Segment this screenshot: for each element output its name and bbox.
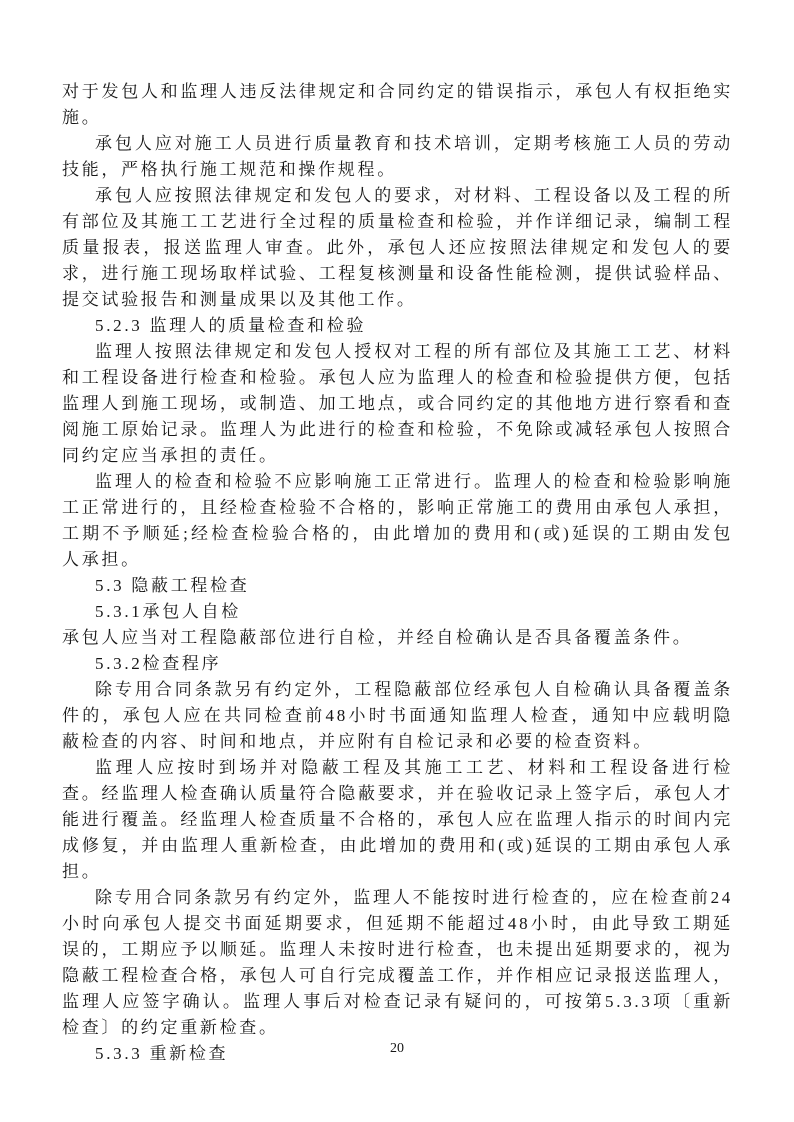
section-heading: 5.3 隐蔽工程检查 bbox=[95, 576, 250, 595]
page-number: 20 bbox=[390, 1041, 404, 1056]
section-heading: 5.3.1承包人自检 bbox=[95, 602, 241, 621]
body-paragraph: 承包人应按照法律规定和发包人的要求，对材料、工程设备以及工程的所有部位及其施工工艺进行全过程的质量检查和检验，并作详细记录，编制工程质量报表，报送监理人审查。此外，承包人还应按照法律规定和发包人的要求，进行施工现场取样试验、工程复核测量和设备性能检测，提供试验样品、提交试验报告和测量成果以及其他工作。 bbox=[62, 186, 733, 309]
document-body bbox=[62, 79, 733, 1067]
body-paragraph: 承包人应对施工人员进行质量教育和技术培训，定期考核施工人员的劳动技能，严格执行施工规范和操作规程。 bbox=[62, 134, 733, 179]
body-paragraph: 监理人的检查和检验不应影响施工正常进行。监理人的检查和检验影响施工正常进行的，且经检查检验不合格的，影响正常施工的费用由承包人承担，工期不予顺延;经检查检验合格的，由此增加的费用和(或)延误的工期由发包人承担。 bbox=[62, 472, 733, 569]
section-heading: 5.3.3 重新检查 bbox=[95, 1044, 229, 1063]
section-heading: 5.2.3 监理人的质量检查和检验 bbox=[95, 316, 367, 335]
body-paragraph: 监理人按照法律规定和发包人授权对工程的所有部位及其施工工艺、材料和工程设备进行检查和检验。承包人应为监理人的检查和检验提供方便，包括监理人到施工现场，或制造、加工地点，或合同约定的其他地方进行察看和查阅施工原始记录。监理人为此进行的检查和检验，不免除或减轻承包人按照合同约定应当承担的责任。 bbox=[62, 342, 733, 465]
body-paragraph: 对于发包人和监理人违反法律规定和合同约定的错误指示，承包人有权拒绝实施。 bbox=[62, 82, 733, 127]
body-paragraph: 监理人应按时到场并对隐蔽工程及其施工工艺、材料和工程设备进行检查。经监理人检查确认质量符合隐蔽要求，并在验收记录上签字后，承包人才能进行覆盖。经监理人检查质量不合格的，承包人应在监理人指示的时间内完成修复，并由监理人重新检查，由此增加的费用和(或)延误的工期由承包人承担。 bbox=[62, 758, 733, 881]
body-paragraph: 除专用合同条款另有约定外，监理人不能按时进行检查的，应在检查前24小时向承包人提交书面延期要求，但延期不能超过48小时，由此导致工期延误的，工期应予以顺延。监理人未按时进行检查，也未提出延期要求的，视为隐蔽工程检查合格，承包人可自行完成覆盖工作，并作相应记录报送监理人，监理人应签字确认。监理人事后对检查记录有疑问的，可按第5.3.3项〔重新检查〕的约定重新检查。 bbox=[62, 888, 733, 1037]
section-heading: 5.3.2检查程序 bbox=[95, 654, 222, 673]
body-paragraph: 除专用合同条款另有约定外，工程隐蔽部位经承包人自检确认具备覆盖条件的，承包人应在共同检查前48小时书面通知监理人检查，通知中应载明隐蔽检查的内容、时间和地点，并应附有自检记录和必要的检查资料。 bbox=[62, 680, 733, 751]
body-paragraph: 承包人应当对工程隐蔽部位进行自检，并经自检确认是否具备覆盖条件。 bbox=[62, 628, 693, 647]
